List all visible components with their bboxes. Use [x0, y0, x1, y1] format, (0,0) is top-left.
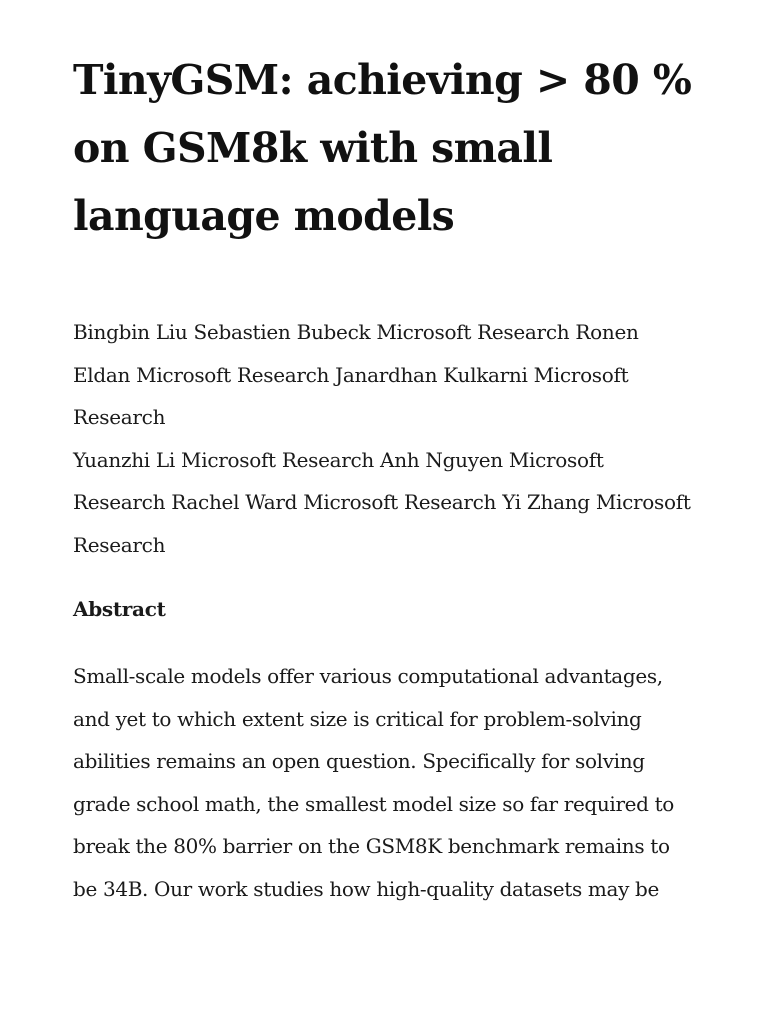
author-list — [73, 311, 698, 566]
abstract-text: Small-scale models offer various computational advantages, and yet to which extent size is critical for problem-solving abilities remains an open question. Specifically for solving grade school math, the smallest model size so far required to break the 80% barrier on the GSM8K benchmark remains to be 34B. Our work studies how high-quality datasets may be — [73, 664, 674, 901]
authors-line-2: Yuanzhi Li Microsoft Research Anh Nguyen Microsoft Research Rachel Ward Microsoft Research Yi Zhang Microsoft Research — [73, 447, 691, 557]
authors-line-1: Bingbin Liu Sebastien Bubeck Microsoft Research Ronen Eldan Microsoft Research Janardhan Kulkarni Microsoft Research — [73, 320, 639, 429]
abstract-heading: Abstract — [73, 597, 166, 621]
paper-title: TinyGSM: achieving > 80 % on GSM8k with small language models — [73, 56, 692, 240]
